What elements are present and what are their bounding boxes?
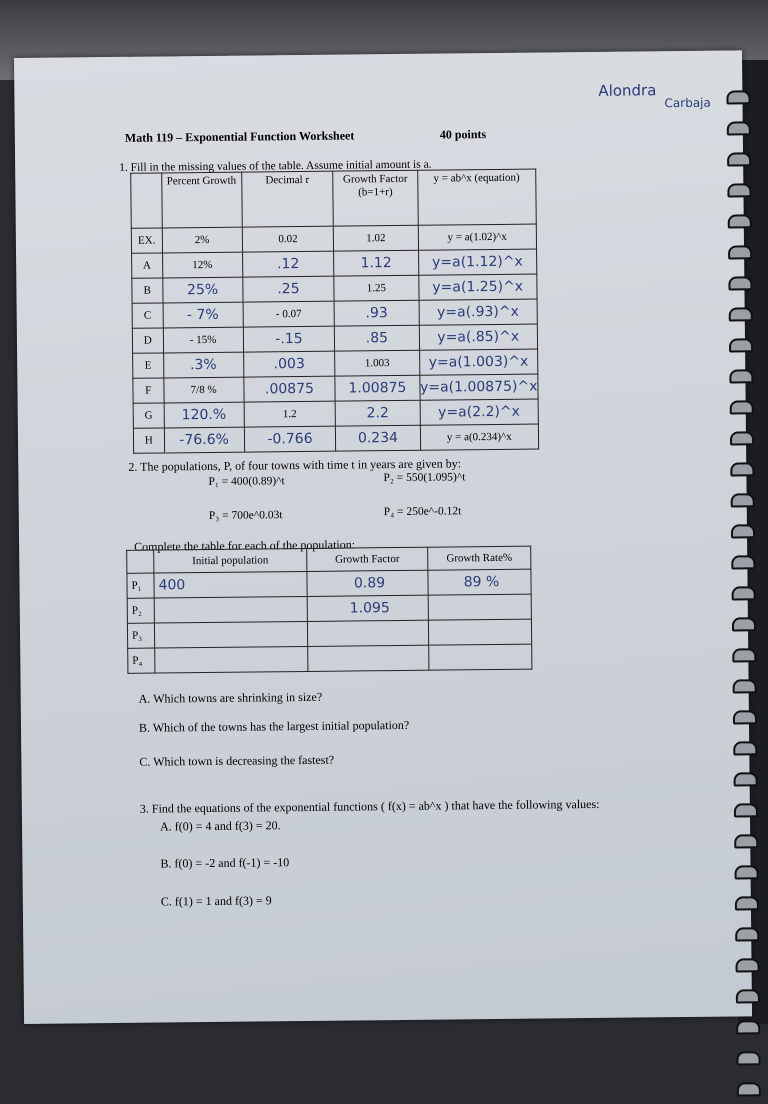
decimal-cell: .25 [242,276,334,302]
decimal-cell: 0.02 [242,226,334,252]
decimal-cell: 1.2 [244,401,336,427]
factor-cell: 0.234 [336,425,420,451]
table-row [133,424,538,453]
header-cell: Percent Growth [161,172,242,228]
student-last-name: Carbaja [664,95,711,111]
row-label: D [132,328,163,353]
equation-cell: y=a(1.25)^x [418,274,537,300]
header-cell [131,173,162,228]
decimal-cell: -0.766 [244,426,336,452]
factor-cell: 2.2 [335,400,419,426]
factor-cell: .85 [335,325,419,351]
course-title: Math 119 – Exponential Function Worksheet [124,128,355,145]
initial-cell [155,646,308,673]
percent-cell: 12% [162,252,242,278]
question-2c: C. Which town is decreasing the fastest? [139,752,335,769]
row-label: F [133,378,164,403]
growth-table [130,169,539,454]
percent-cell: 2% [162,227,242,253]
row-label: H [133,428,164,453]
equation-cell: y=a(1.12)^x [418,249,537,275]
header-cell: Growth Factor [307,547,428,571]
row-label: E [133,353,164,378]
header-cell: y = ab^x (equation) [417,169,536,225]
factor-cell [307,620,428,646]
equation-cell: y=a(.93)^x [419,299,538,325]
equation-cell: y = a(0.234)^x [420,424,539,450]
percent-cell: -76.6% [164,427,244,453]
question-2-prompt: 2. The populations, P, of four towns with time t in years are given by: [128,456,462,474]
population-p1: P₁ = 400(0.89)^t [208,475,285,488]
factor-cell: 1.12 [334,250,418,276]
initial-cell [154,621,307,648]
row-label: A [132,253,163,278]
percent-cell: - 7% [163,302,243,328]
percent-cell: .3% [163,352,243,378]
table-caption: Complete the table for each of the population: [134,537,356,554]
row-label: P₂ [127,598,154,623]
row-label: P₁ [127,573,154,598]
row-label: P₃ [127,623,154,648]
header-cell: Initial population [154,548,307,573]
growth-table-header [131,169,537,228]
factor-cell: 1.003 [335,350,419,376]
header-cell: Growth Rate% [428,546,531,570]
equation-cell: y = a(1.02)^x [418,224,537,250]
question-3a: A. f(0) = 4 and f(3) = 20. [159,818,281,834]
equation-cell: y=a(1.00875)^x [419,374,538,400]
population-p2: P₂ = 550(1.095)^t [383,471,466,485]
row-label: P₄ [128,648,155,673]
question-1-prompt: 1. Fill in the missing values of the table. Assume initial amount is a. [119,158,432,174]
question-3-prompt: 3. Find the equations of the exponential functions ( f(x) = ab^x ) that have the following values: [139,796,600,816]
decimal-cell: -.15 [243,326,335,352]
decimal-cell: .003 [243,351,335,377]
decimal-cell: .12 [242,251,334,277]
factor-cell: 1.02 [334,225,418,251]
worksheet-page [14,50,752,1024]
percent-cell: - 15% [163,327,243,353]
population-p3: P₃ = 700e^0.03t [208,509,283,522]
initial-cell: 400 [154,571,307,598]
factor-cell: 1.25 [334,275,418,301]
worksheet-header [125,127,525,146]
decimal-cell: .00875 [244,376,336,402]
question-3b: B. f(0) = -2 and f(-1) = -10 [160,855,290,871]
percent-cell: 7/8 % [163,377,243,403]
points-label: 40 points [439,127,487,142]
header-cell: Growth Factor (b=1+r) [333,170,418,226]
header-cell [127,550,154,573]
population-p4: P₄ = 250e^-0.12t [383,505,462,519]
row-label: C [132,303,163,328]
row-label: B [132,278,163,303]
factor-cell [308,645,429,671]
rate-cell [428,594,531,620]
percent-cell: 25% [162,277,242,303]
factor-cell: 1.00875 [335,375,419,401]
factor-cell: .93 [334,300,418,326]
percent-cell: 120.% [164,402,244,428]
student-first-name: Alondra [598,81,657,100]
row-label: G [133,403,164,428]
question-3c: C. f(1) = 1 and f(3) = 9 [160,893,272,909]
rate-cell [428,619,531,645]
question-2a: A. Which towns are shrinking in size? [138,689,323,706]
factor-cell: 0.89 [307,570,428,596]
equation-cell: y=a(.85)^x [419,324,538,350]
header-cell: Decimal r [241,171,333,227]
rate-cell: 89 % [428,569,531,595]
population-table [126,546,532,674]
rate-cell [429,644,532,670]
equation-cell: y=a(2.2)^x [420,399,539,425]
decimal-cell: - 0.07 [243,301,335,327]
factor-cell: 1.095 [307,595,428,621]
row-label: EX. [131,228,162,253]
table-row [128,644,532,673]
initial-cell [154,596,307,623]
equation-cell: y=a(1.003)^x [419,349,538,375]
question-2b: B. Which of the towns has the largest initial population? [138,717,410,735]
